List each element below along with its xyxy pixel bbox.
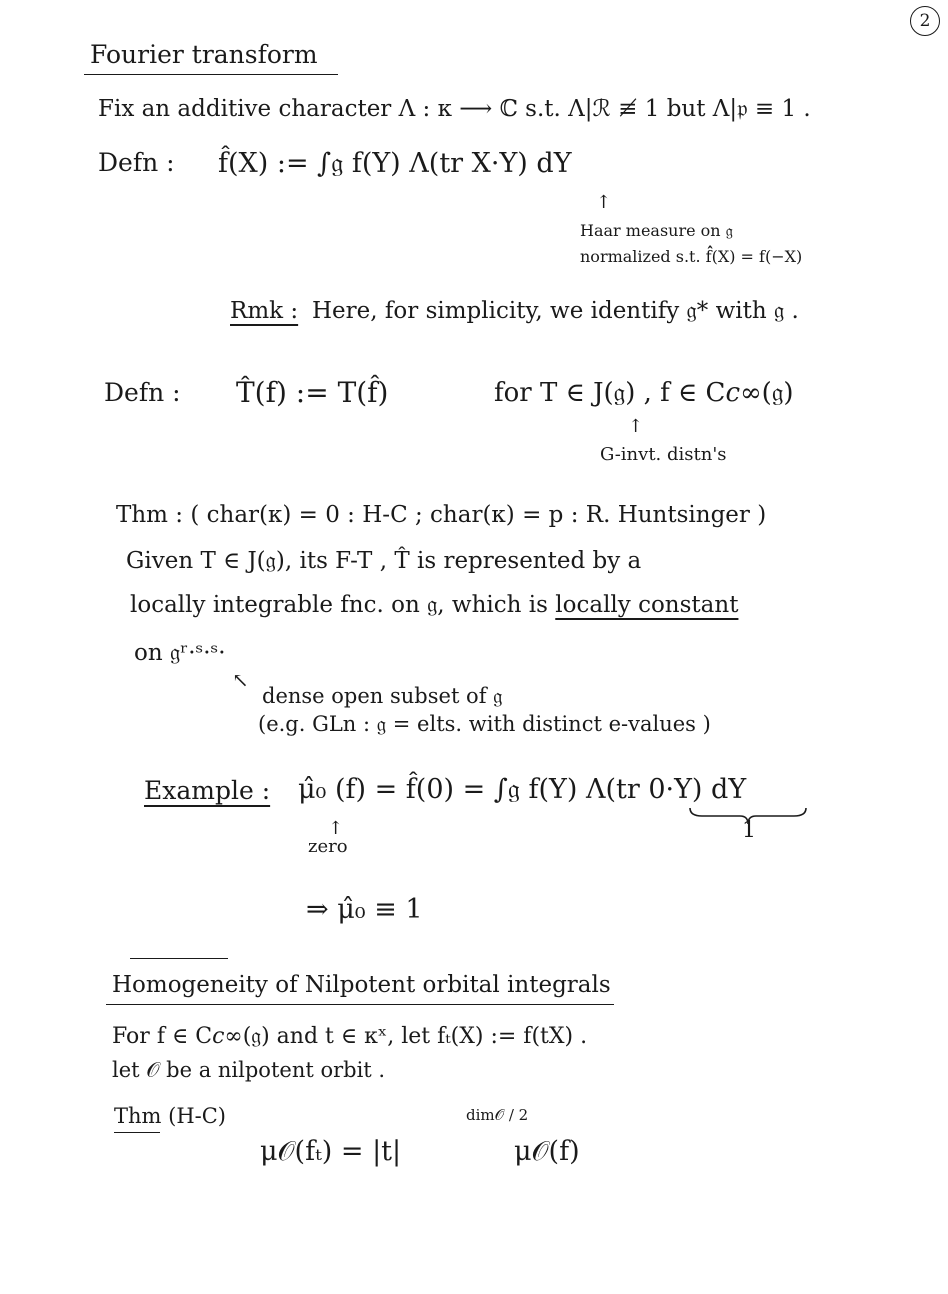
fourier-transform-formula: f̂(X) := ∫𝔤 f(Y) Λ(tr X·Y) dY (218, 148, 572, 179)
example-conclusion: ⇒ μ̂₀ ≡ 1 (306, 894, 423, 925)
haar-annotation-2: normalized s.t. f̂̂(X) = f(−X) (580, 247, 803, 266)
rmk-label: Rmk : (230, 298, 299, 324)
distribution-condition: for T ∈ J(𝔤) , f ∈ C𝑐∞(𝔤) (494, 378, 794, 408)
rmk-text: Here, for simplicity, we identify 𝔤* with 𝔤 . (312, 298, 799, 324)
example-label: Example : (144, 776, 271, 805)
diagonal-arrow-icon: ↖ (232, 668, 249, 692)
section-heading-homogeneity: Homogeneity of Nilpotent orbital integrals (112, 972, 611, 998)
defn-label-2: Defn : (104, 378, 181, 407)
ginvt-annotation: G-invt. distn's (600, 444, 727, 465)
defn-label: Defn : (98, 148, 175, 177)
homogeneity-line-1: For f ∈ C𝑐∞(𝔤) and t ∈ κˣ, let fₜ(X) := f(tX) . (112, 1024, 588, 1049)
distribution-ft-formula: T̂(f) := T(f̂) (236, 376, 389, 409)
up-arrow-icon-3: ↑ (328, 818, 344, 839)
section-divider (130, 958, 228, 959)
up-arrow-icon: ↑ (596, 192, 612, 213)
thm-line-3-text: locally integrable fnc. on 𝔤, which is (130, 592, 556, 618)
dense-note-1: dense open subset of 𝔤 (262, 684, 503, 708)
page-number: 2 (910, 6, 940, 36)
dense-note-2: (e.g. GLn : 𝔤 = elts. with distinct e-values ) (258, 712, 711, 736)
thm-line-1: Thm : ( char(κ) = 0 : H-C ; char(κ) = p : R. Huntsinger ) (116, 502, 767, 528)
homogeneity-formula-left: μ𝒪(fₜ) = |t| (260, 1136, 402, 1167)
heading-underline-2 (106, 1004, 614, 1005)
example-formula: μ̂₀ (f) = f̂(0) = ∫𝔤 f(Y) Λ(tr 0·Y) dY (298, 774, 747, 805)
homogeneity-line-2: let 𝒪 be a nilpotent orbit . (112, 1058, 386, 1082)
up-arrow-icon-2: ↑ (628, 416, 644, 437)
heading-underline (84, 74, 338, 75)
thm-line-3 (130, 592, 738, 620)
haar-annotation-1: Haar measure on 𝔤 (580, 221, 733, 240)
zero-note: zero (308, 836, 348, 857)
fix-character-line: Fix an additive character Λ : κ ⟶ ℂ s.t. Λ|ℛ ≢ 1 but Λ|𝔭 ≡ 1 . (98, 96, 811, 122)
locally-constant-text: locally constant (555, 592, 739, 618)
homogeneity-exponent: dim𝒪 / 2 (466, 1106, 529, 1124)
brace-value: 1 (742, 818, 756, 843)
thm-line-2: Given T ∈ J(𝔤), its F-T , T̂ is represented by a (126, 548, 642, 574)
thm-hc-label: Thm (H-C) (114, 1104, 226, 1128)
thm-line-4: on 𝔤ʳ·ˢ·ˢ· (134, 640, 226, 666)
thm-underline (114, 1132, 160, 1133)
homogeneity-formula-right: μ𝒪(f) (514, 1136, 580, 1167)
section-heading-fourier: Fourier transform (90, 40, 318, 69)
